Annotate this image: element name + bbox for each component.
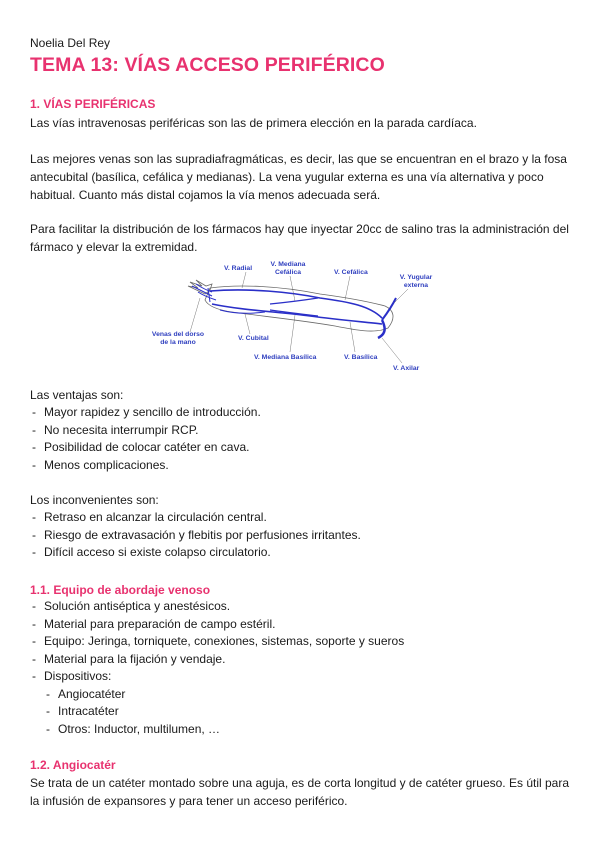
list-item: - Solución antiséptica y anestésicos. [30, 598, 404, 616]
label-cefalica: V. Cefálica [334, 269, 368, 276]
section-1-2-heading: 1.2. Angiocatér [30, 758, 116, 772]
label-axilar: V. Axilar [393, 365, 420, 372]
sub-list-item: - Otros: Inductor, multilumen, … [30, 721, 404, 739]
list-item: - Material para la fijación y vendaje. [30, 651, 404, 669]
leader-axilar [382, 338, 402, 363]
arm-veins-diagram [150, 258, 450, 376]
leader-dorso [190, 298, 200, 332]
label-mediana-basilica: V. Mediana Basílica [254, 354, 317, 361]
sub-list-item: - Angiocatéter [30, 686, 404, 704]
label-dorso-1: Venas del dorso [151, 331, 205, 338]
list-item: - Equipo: Jeringa, torniquete, conexiones, sistemas, soporte y sueros [30, 633, 404, 651]
leader-basilica [350, 322, 355, 352]
list-item: - Retraso en alcanzar la circulación central. [30, 509, 361, 527]
leader-yugular [394, 289, 408, 303]
ventajas-intro: Las ventajas son: [30, 388, 124, 402]
list-item: - Riesgo de extravasación y flebitis por perfusiones irritantes. [30, 527, 361, 545]
list-item: - Menos complicaciones. [30, 457, 261, 475]
label-dorso-2: de la mano [160, 339, 196, 346]
leader-mediana-cefalica [290, 276, 295, 301]
section-1-paragraph-2: Las mejores venas son las supradiafragmáticas, es decir, las que se encuentran en el brazo y la fosa antecubital (basílica, cefálica y medianas). La vena yugular externa es una vía alternativa y poco habitual. Cuanto más distal cojamos la vía menos adecuada será. [30, 152, 567, 202]
list-item: - No necesita interrumpir RCP. [30, 422, 261, 440]
leader-mediana-basilica [290, 315, 295, 352]
list-item: - Mayor rapidez y sencillo de introducción. [30, 404, 261, 422]
list-item: - Material para preparación de campo estéril. [30, 616, 404, 634]
leader-cubital [245, 314, 250, 334]
sub-list-item: - Intracatéter [30, 703, 404, 721]
list-item: - Posibilidad de colocar catéter en cava. [30, 439, 261, 457]
section-1-paragraph-3: Para facilitar la distribución de los fármacos hay que inyectar 20cc de salino tras la administración del fármaco y elevar la extremidad. [30, 222, 569, 254]
label-mediana-cefalica-2: Cefálica [274, 269, 302, 276]
axillary-vein [378, 320, 385, 338]
ventajas-list [30, 404, 261, 474]
arm-outline [205, 286, 393, 331]
label-mediana-cefalica-1: V. Mediana [270, 261, 306, 268]
inconvenientes-intro: Los inconvenientes son: [30, 493, 159, 507]
label-yugular-1: V. Yugular [399, 274, 433, 281]
section-1-heading: 1. VÍAS PERIFÉRICAS [30, 97, 156, 111]
list-item: - Difícil acceso si existe colapso circulatorio. [30, 544, 361, 562]
author-name: Noelia Del Rey [30, 36, 111, 50]
section-1-1-heading: 1.1. Equipo de abordaje venoso [30, 583, 211, 597]
median-cephalic-vein [270, 298, 318, 304]
leader-cefalica [345, 276, 350, 300]
document-title: TEMA 13: VÍAS ACCESO PERIFÉRICO [30, 54, 385, 76]
inconvenientes-list [30, 509, 361, 562]
jugular-vein [382, 298, 396, 320]
label-radial: V. Radial [224, 265, 253, 272]
list-item: - Dispositivos: [30, 668, 404, 686]
label-yugular-2: externa [403, 282, 429, 289]
hand-veins [192, 284, 216, 302]
section-1-paragraph-1: Las vías intravenosas periféricas son las de primera elección en la parada cardíaca. [30, 116, 477, 130]
label-cubital: V. Cubital [238, 335, 269, 342]
equipo-list [30, 598, 404, 738]
label-basilica: V. Basílica [344, 354, 378, 361]
section-1-2-paragraph: Se trata de un catéter montado sobre una aguja, es de corta longitud y de catéter grueso. Es útil para la infusión de expansores y para tener un acceso periférico. [30, 776, 570, 808]
